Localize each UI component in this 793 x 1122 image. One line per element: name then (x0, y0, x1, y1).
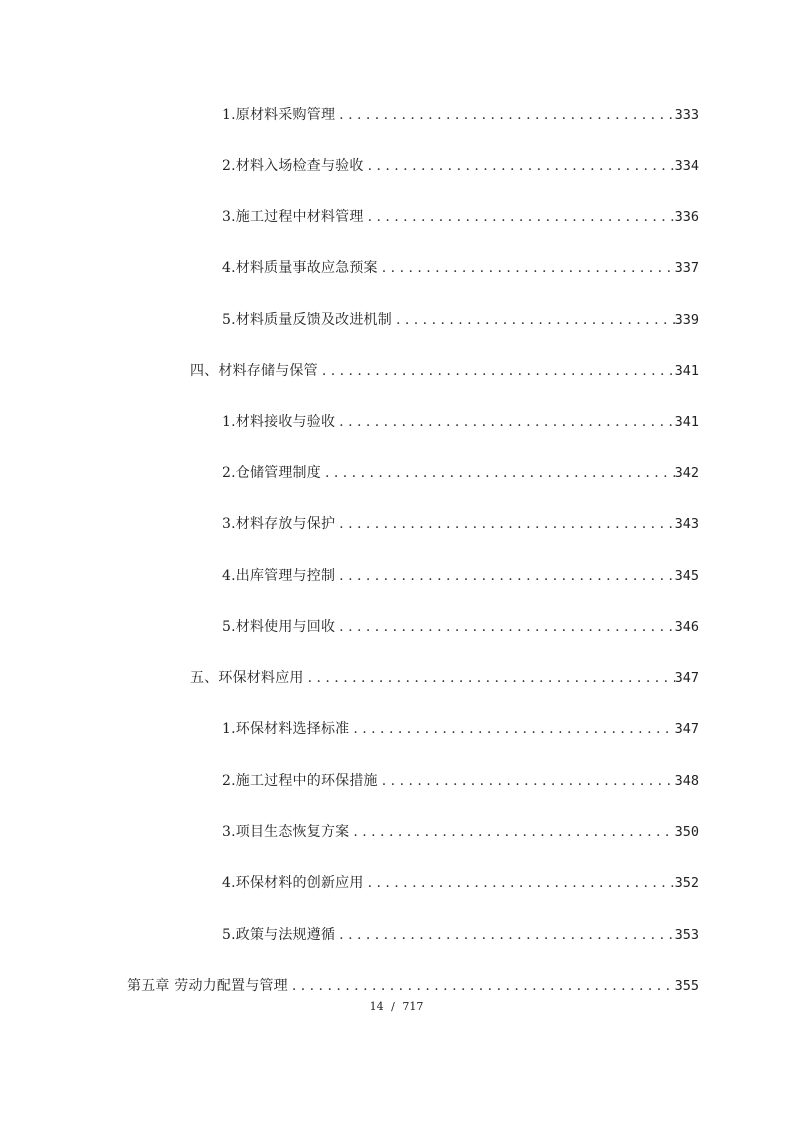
toc-entry-title: 五、环保材料应用 (190, 670, 304, 686)
toc-entry[interactable] (222, 206, 699, 228)
page-separator: / (391, 1000, 395, 1013)
toc-entry[interactable] (222, 257, 699, 279)
toc-entry-title: 3.材料存放与保护 (222, 516, 336, 532)
toc-entry-title: 3.项目生态恢复方案 (222, 824, 350, 840)
toc-entry[interactable] (222, 155, 699, 177)
toc-dot-leader (349, 718, 674, 740)
toc-entry-page: 341 (674, 363, 699, 379)
toc-entry-title: 3.施工过程中材料管理 (222, 209, 364, 225)
toc-dot-leader (318, 360, 675, 382)
toc-dot-leader (335, 565, 674, 587)
toc-dot-leader (335, 513, 674, 535)
toc-entry-page: 339 (674, 312, 699, 328)
toc-dot-leader (335, 411, 674, 433)
toc-entry-page: 342 (674, 465, 699, 481)
toc-dot-leader (321, 462, 675, 484)
toc-dot-leader (304, 667, 675, 689)
toc-section-entry[interactable] (190, 667, 699, 689)
toc-section-entry[interactable] (190, 360, 699, 382)
toc-entry[interactable] (222, 309, 699, 331)
toc-entry[interactable] (222, 821, 699, 843)
toc-dot-leader (349, 821, 674, 843)
toc-entry-title: 1.原材料采购管理 (222, 107, 336, 123)
toc-entry-page: 353 (674, 927, 699, 943)
current-page-number: 14 (369, 1000, 384, 1013)
toc-dot-leader (335, 924, 674, 946)
toc-entry-page: 345 (674, 568, 699, 584)
toc-dot-leader (335, 104, 674, 126)
toc-chapter-entry[interactable] (127, 975, 699, 997)
toc-entry-title: 4.材料质量事故应急预案 (222, 260, 378, 276)
toc-entry-page: 348 (674, 773, 699, 789)
toc-entry[interactable] (222, 104, 699, 126)
toc-entry-page: 337 (674, 260, 699, 276)
toc-dot-leader (378, 770, 675, 792)
toc-entry[interactable] (222, 770, 699, 792)
total-page-count: 717 (402, 1000, 424, 1013)
toc-entry-title: 2.仓储管理制度 (222, 465, 321, 481)
toc-entry-title: 5.政策与法规遵循 (222, 927, 336, 943)
toc-entry-page: 343 (674, 516, 699, 532)
toc-dot-leader (378, 257, 675, 279)
toc-entry-page: 350 (674, 824, 699, 840)
toc-entry[interactable] (222, 718, 699, 740)
toc-entry[interactable] (222, 616, 699, 638)
toc-dot-leader (364, 155, 675, 177)
toc-entry[interactable] (222, 513, 699, 535)
toc-entry-page: 347 (674, 670, 699, 686)
toc-entry-title: 四、材料存储与保管 (190, 363, 318, 379)
toc-entry-title: 4.出库管理与控制 (222, 568, 336, 584)
toc-entry[interactable] (222, 462, 699, 484)
toc-entry-title: 4.环保材料的创新应用 (222, 875, 364, 891)
toc-entry-title: 1.材料接收与验收 (222, 414, 336, 430)
toc-entry-title: 2.材料入场检查与验收 (222, 158, 364, 174)
toc-entry-page: 347 (674, 721, 699, 737)
toc-entry[interactable] (222, 411, 699, 433)
toc-dot-leader (288, 975, 675, 997)
toc-entry-title: 5.材料使用与回收 (222, 619, 336, 635)
toc-entry-page: 336 (674, 209, 699, 225)
toc-entry-title: 第五章 劳动力配置与管理 (127, 978, 288, 994)
toc-entry-page: 334 (674, 158, 699, 174)
toc-entry[interactable] (222, 565, 699, 587)
toc-entry-page: 346 (674, 619, 699, 635)
toc-entry[interactable] (222, 924, 699, 946)
toc-entry-page: 341 (674, 414, 699, 430)
toc-entry-title: 1.环保材料选择标准 (222, 721, 350, 737)
toc-entry[interactable] (222, 872, 699, 894)
page-number-footer (0, 1000, 793, 1013)
toc-entry-page: 352 (674, 875, 699, 891)
toc-entry-page: 355 (674, 978, 699, 994)
toc-dot-leader (392, 309, 675, 331)
toc-entry-title: 2.施工过程中的环保措施 (222, 773, 378, 789)
toc-entry-page: 333 (674, 107, 699, 123)
toc-entry-title: 5.材料质量反馈及改进机制 (222, 312, 392, 328)
toc-dot-leader (364, 206, 675, 228)
toc-dot-leader (335, 616, 674, 638)
toc-dot-leader (364, 872, 675, 894)
